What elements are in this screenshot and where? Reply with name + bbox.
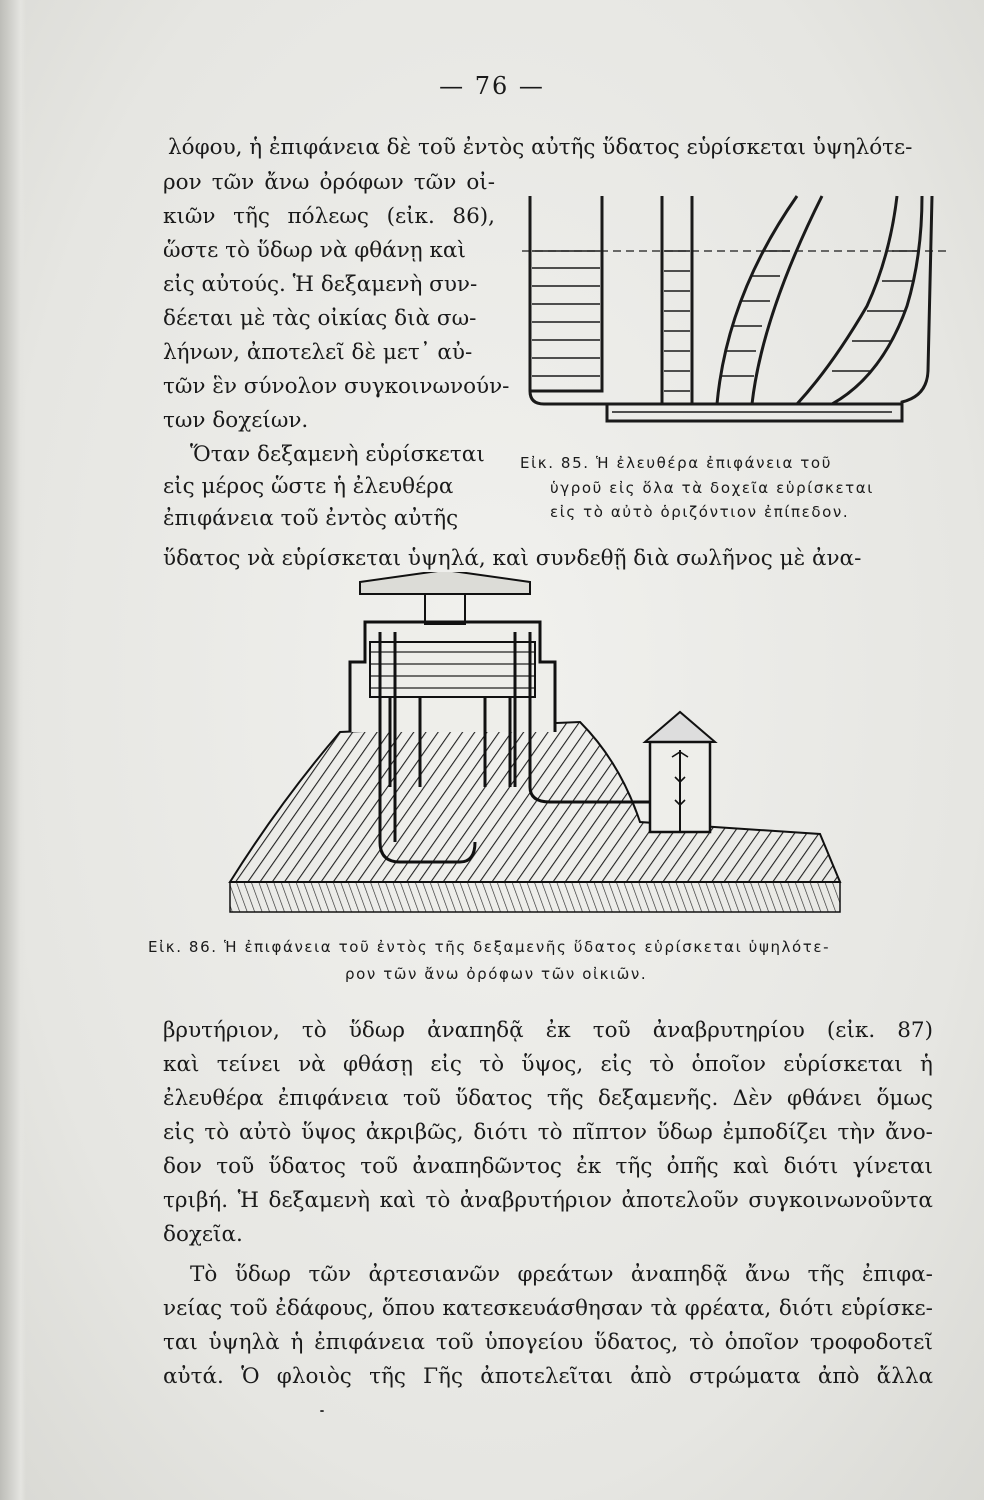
- text-line: δέεται μὲ τὰς οἰκίας διὰ σω-: [163, 306, 477, 331]
- text-line: ἐλευθέρα ἐπιφάνεια τοῦ ὕδατος τῆς δεξαμενῆς. Δὲν φθάνει ὅμως: [163, 1086, 933, 1111]
- text-line: Τὸ ὕδωρ τῶν ἀρτεσιανῶν φρεάτων ἀναπηδᾷ ἄνω τῆς ἐπιφα-: [190, 1262, 933, 1287]
- text-line: εἰς αὐτούς. Ἡ δεξαμενὴ συν-: [163, 272, 478, 297]
- figure-85-caption: εἰς τὸ αὐτὸ ὁριζόντιον ἐπίπεδον.: [550, 503, 850, 521]
- text-line: λόφου, ἡ ἐπιφάνεια δὲ τοῦ ἐντὸς αὐτῆς ὕδατος εὑρίσκεται ὑψηλότε-: [168, 135, 913, 160]
- figure-85-communicating-vessels: [522, 176, 947, 434]
- text-line: ὕδατος νὰ εὑρίσκεται ὑψηλά, καὶ συνδεθῇ διὰ σωλῆνος μὲ ἀνα-: [163, 546, 862, 571]
- text-line: ται ὑψηλὰ ἡ ἐπιφάνεια τοῦ ὑπογείου ὕδατος, τὸ ὁποῖον τροφοδοτεῖ: [163, 1330, 933, 1355]
- text-line: τῶν ἓν σύνολον συγκοινωνούν-: [163, 374, 510, 399]
- text-line: κιῶν τῆς πόλεως (εἰκ. 86),: [163, 204, 495, 229]
- text-line: βρυτήριον, τὸ ὕδωρ ἀναπηδᾷ ἐκ τοῦ ἀναβρυτηρίου (εἰκ. 87): [163, 1018, 933, 1043]
- figure-86-reservoir-hill: [220, 572, 860, 920]
- text-line: εἰς μέρος ὥστε ἡ ἐλευθέρα: [163, 474, 454, 499]
- text-line: τριβή. Ἡ δεξαμενὴ καὶ τὸ ἀναβρυτήριον ἀποτελοῦν συγκοινωνοῦντα: [163, 1188, 933, 1213]
- text-line: δον τοῦ ὕδατος τοῦ ἀναπηδῶντος ἐκ τῆς ὀπῆς καὶ διότι γίνεται: [163, 1154, 933, 1179]
- text-line: δοχεῖα.: [163, 1222, 243, 1247]
- text-line: ἐπιφάνεια τοῦ ἐντὸς αὐτῆς: [163, 506, 459, 531]
- text-line: εἰς τὸ αὐτὸ ὕψος ἀκριβῶς, διότι τὸ πῖπτον ὕδωρ ἐμποδίζει τὴν ἄνο-: [163, 1120, 933, 1145]
- book-spine-shadow: [0, 0, 26, 1500]
- ink-speck: [320, 1410, 324, 1412]
- figure-86-caption: ρον τῶν ἄνω ὀρόφων τῶν οἰκιῶν.: [345, 965, 648, 983]
- text-line: ρον τῶν ἄνω ὀρόφων τῶν οἰ-: [163, 170, 495, 195]
- text-line: νείας τοῦ ἐδάφους, ὅπου κατεσκευάσθησαν τὰ φρέατα, διότι εὑρίσκε-: [163, 1296, 933, 1321]
- page-number: — 76 —: [439, 72, 545, 100]
- text-line: λήνων, ἀποτελεῖ δὲ μετ᾽ αὐ-: [163, 340, 473, 365]
- figure-85-caption: Εἰκ. 85. Ἡ ἐλευθέρα ἐπιφάνεια τοῦ: [520, 454, 832, 472]
- text-line: Ὅταν δεξαμενὴ εὑρίσκεται: [190, 442, 485, 467]
- text-line: αὐτά. Ὁ φλοιὸς τῆς Γῆς ἀποτελεῖται ἀπὸ στρώματα ἀπὸ ἄλλα: [163, 1364, 933, 1389]
- figure-86-caption: Εἰκ. 86. Ἡ ἐπιφάνεια τοῦ ἐντὸς τῆς δεξαμενῆς ὕδατος εὑρίσκεται ὑψηλότε-: [148, 938, 831, 956]
- figure-85-caption: ὑγροῦ εἰς ὅλα τὰ δοχεῖα εὑρίσκεται: [550, 479, 874, 497]
- text-line: των δοχείων.: [163, 408, 309, 433]
- text-line: ὥστε τὸ ὕδωρ νὰ φθάνῃ καὶ: [163, 238, 466, 263]
- text-line: καὶ τείνει νὰ φθάσῃ εἰς τὸ ὕψος, εἰς τὸ ὁποῖον εὑρίσκεται ἡ: [163, 1052, 933, 1077]
